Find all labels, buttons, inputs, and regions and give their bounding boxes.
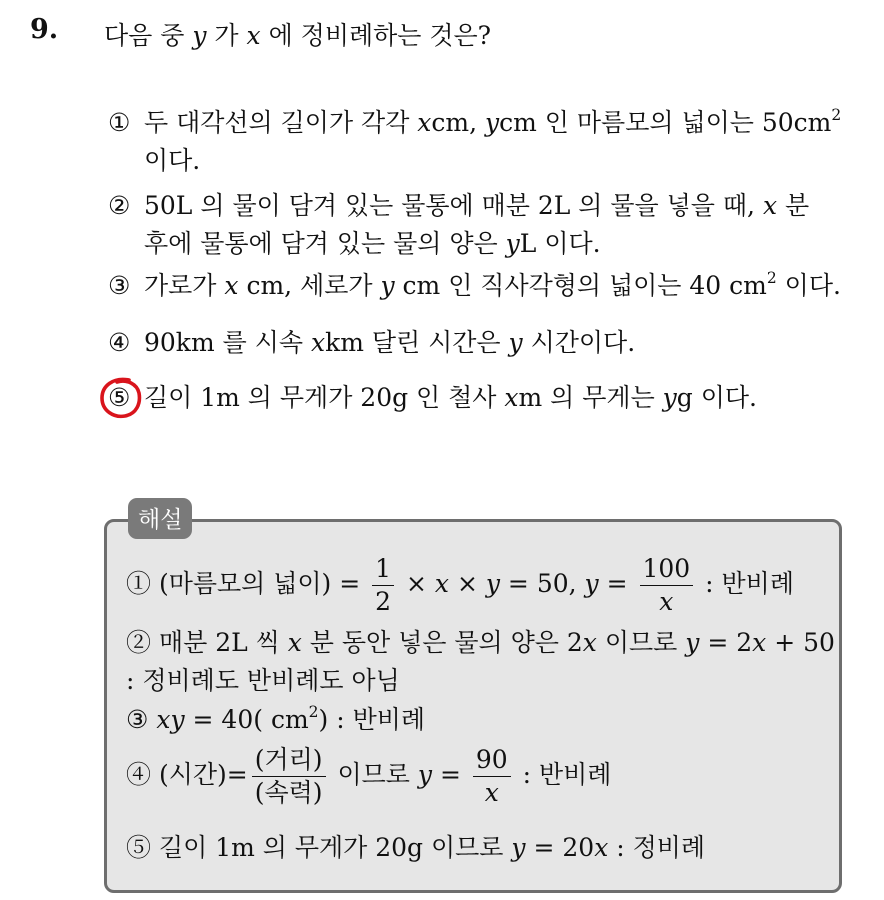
choice-1[interactable]: ① 두 대각선의 길이가 각각 xcm, ycm 인 마름모의 넓이는 $50cm^2$ 이다.: [108, 104, 848, 180]
fraction-90-over-x: $\frac{90}{x}$: [473, 744, 511, 809]
choice-4[interactable]: ④ 90km 를 시속 xkm 달린 시간은 y 시간이다.: [108, 324, 848, 362]
choice-2[interactable]: ② 50L 의 물이 담겨 있는 물통에 매분 2L 의 물을 넣을 때, x 분 후에 물통에 담겨 있는 물의 양은 yL 이다.: [108, 187, 848, 263]
solution-line-5: ④ (시간)= $\frac{\text{(거리)}}{\text{(속력)}}$ 이므로 y = $\frac{90}{x}$ : 반비례: [126, 745, 612, 807]
solution-tag: 해설: [128, 498, 192, 539]
fraction-distance-over-speed: $\frac{\text{(거리)}}{\text{(속력)}}$: [252, 744, 326, 809]
choice-1-mark: ①: [108, 108, 131, 137]
choice-3-mark: ③: [108, 271, 131, 300]
solution-line-2: ② 매분 2L 씩 x 분 동안 넣은 물의 양은 2x 이므로 y = 2x + 50: [126, 628, 835, 657]
choice-5-mark: ⑤: [108, 383, 131, 412]
solution-line-6: ⑤ 길이 1m 의 무게가 20g 이므로 y = 20x : 정비례: [126, 833, 706, 862]
solution-line-4: ③ xy = 40( $cm^2$) : 반비례: [126, 703, 426, 734]
fraction-100-over-x: $\frac{100}{x}$: [640, 553, 694, 618]
solution-line-3: : 정비례도 반비례도 아님: [126, 666, 400, 695]
choice-5[interactable]: ⑤ 길이 1m 의 무게가 20g 인 철사 xm 의 무게는 yg 이다.: [108, 379, 848, 417]
solution-line-1: ① (마름모의 넓이) = $\frac{1}{2}$ × x × y = 50, y = $\frac{100}{x}$ : 반비례: [126, 554, 794, 616]
choice-2-mark: ②: [108, 191, 131, 220]
answer-circle-annotation: [99, 376, 143, 420]
fraction-one-half: $\frac{1}{2}$: [372, 553, 394, 618]
choice-3[interactable]: ③ 가로가 x cm, 세로가 y cm 인 직사각형의 넓이는 40 $cm^2$ 이다.: [108, 267, 848, 305]
choice-4-mark: ④: [108, 328, 131, 357]
question-number: 9.: [30, 14, 59, 45]
question-text: 다음 중 y 가 x 에 정비례하는 것은?: [104, 21, 492, 50]
